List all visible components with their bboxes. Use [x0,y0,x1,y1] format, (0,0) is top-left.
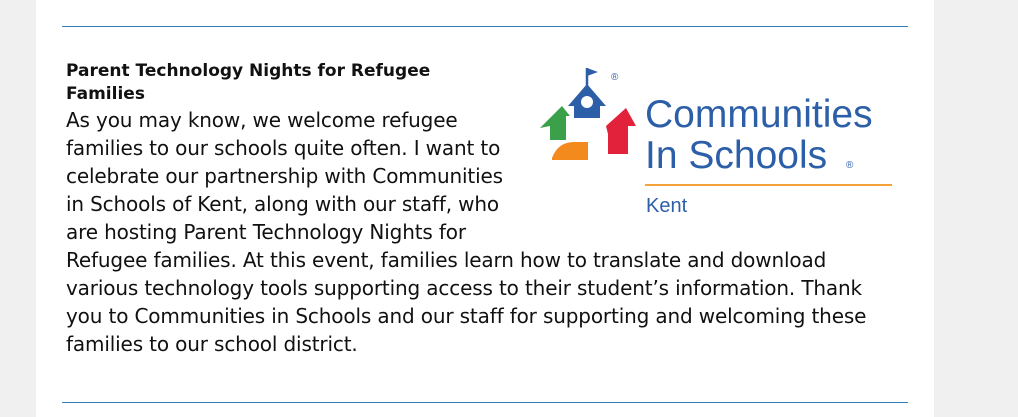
communities-in-schools-logo [540,60,896,232]
top-divider [62,26,908,27]
article [66,60,896,358]
article-title: Parent Technology Nights for Refugee Families [66,61,431,104]
newsletter-card [36,0,934,417]
cis-emblem-icon [540,60,650,180]
logo-location-kent: Kent [646,195,688,217]
logo-line-communities: Communities [645,93,873,136]
logo-underline [645,184,892,186]
registered-mark: ® [611,72,619,83]
logo-line-in-schools: In Schools [645,134,828,177]
bottom-divider [62,402,908,403]
article-body: As you may know, we welcome refugee families to our schools quite often. I want to celebrate our partnership with Communities in Schools of Kent, along with our staff, who are hosting Parent Technology Nights for Refugee families. At this event, families learn how to translate and download various technology tools supporting access to their student’s information. Thank you to Communities in Schools and our staff for supporting and welcoming these families to our school district. [66,108,867,356]
registered-mark-2: ® [846,160,854,171]
